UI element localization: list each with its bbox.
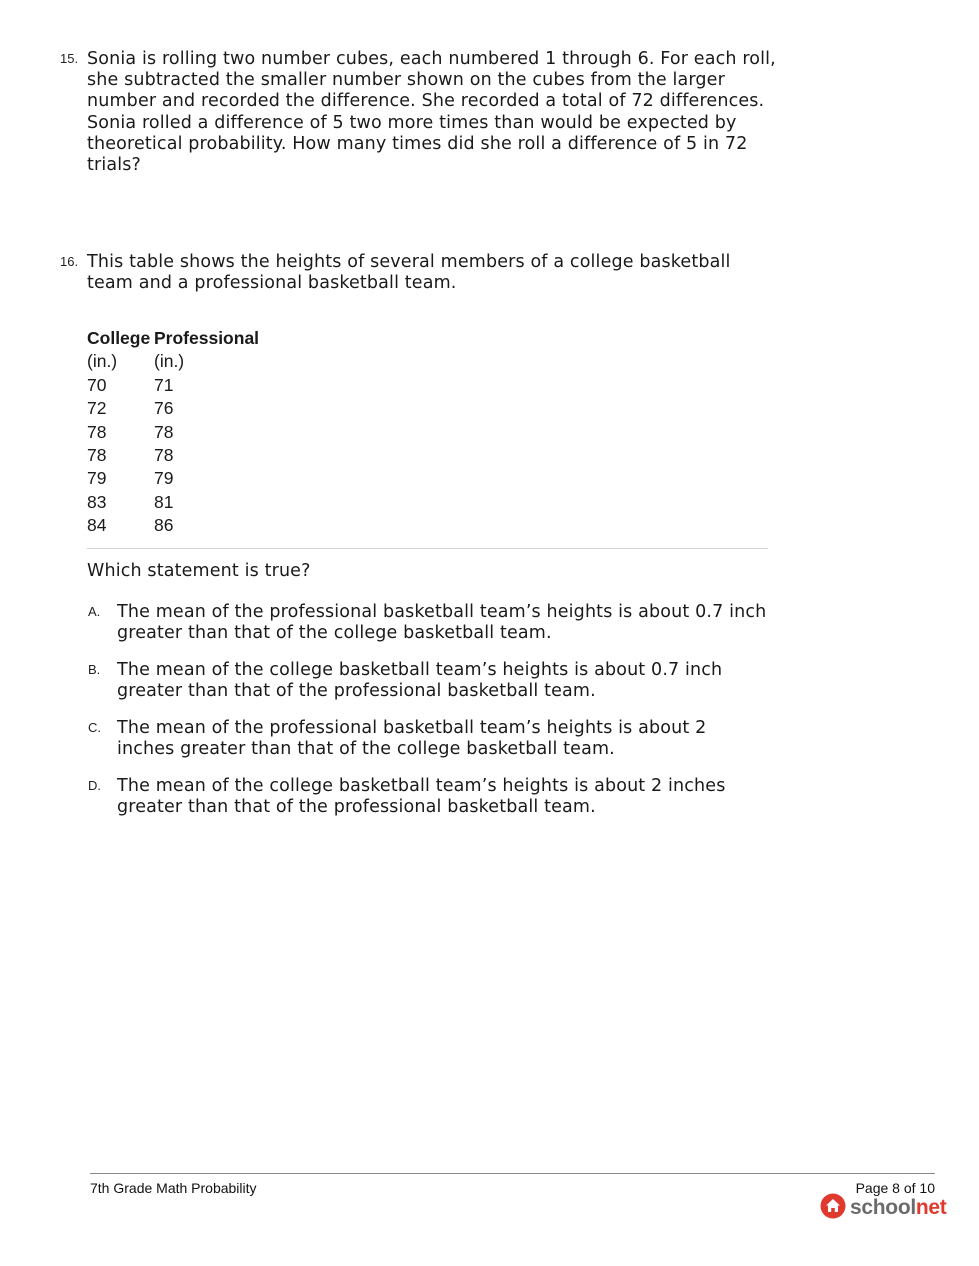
table-units-row (87, 351, 259, 374)
units-college: (in.) (87, 351, 118, 372)
table-cell: 76 (154, 398, 174, 419)
table-cell: 78 (154, 421, 174, 442)
logo-text (850, 1196, 947, 1220)
answer-option-b: The mean of the college basketball team’s heights is about 0.7 inch greater than that of the professional basketball team. (117, 660, 723, 702)
table-cell: 72 (87, 398, 107, 419)
question-text: This table shows the heights of several members of a college basketball team and a professional basketball team. (87, 252, 731, 294)
table-header-row (87, 328, 259, 351)
footer-title: 7th Grade Math Probability (90, 1180, 257, 1196)
table-cell: 81 (154, 491, 174, 512)
heights-table (87, 328, 259, 539)
house-icon (820, 1193, 846, 1223)
table-cell: 71 (154, 374, 174, 395)
table-row (87, 468, 259, 491)
question-number: 16. (60, 254, 79, 269)
logo-text-school: school (850, 1196, 916, 1219)
table-cell: 79 (154, 468, 174, 489)
table-cell: 70 (87, 374, 107, 395)
option-letter-d: D. (88, 778, 101, 793)
answer-option-a: The mean of the professional basketball team’s heights is about 0.7 inch greater than that of the college basketball team. (117, 602, 767, 644)
column-header-college: College (87, 328, 151, 348)
answer-option-d: The mean of the college basketball team’s heights is about 2 inches greater than that of the professional basketball team. (117, 776, 726, 818)
option-letter-a: A. (88, 604, 101, 619)
table-cell: 86 (154, 515, 174, 536)
question-text: Sonia is rolling two number cubes, each numbered 1 through 6. For each roll, she subtracted the smaller number shown on the cubes from the larger number and recorded the difference. She recorded a total of 72 differences. Sonia rolled a difference of 5 two more times than would be expected by theoretical probability. How many times did she roll a difference of 5 in 72 trials? (87, 49, 776, 176)
table-row (87, 515, 259, 538)
table-row (87, 422, 259, 445)
table-cell: 78 (87, 444, 107, 465)
logo-text-net: net (915, 1196, 947, 1219)
table-row (87, 398, 259, 421)
question-prompt: Which statement is true? (87, 561, 311, 581)
table-cell: 78 (87, 421, 107, 442)
page-number: Page 8 of 10 (855, 1180, 935, 1196)
option-letter-b: B. (88, 662, 101, 677)
table-cell: 79 (87, 468, 107, 489)
divider (87, 548, 768, 549)
question-number: 15. (60, 51, 79, 66)
column-header-professional: Professional (154, 328, 260, 348)
option-letter-c: C. (88, 720, 101, 735)
table-row (87, 375, 259, 398)
answer-option-c: The mean of the professional basketball team’s heights is about 2 inches greater than that of the college basketball team. (117, 718, 707, 760)
table-cell: 78 (154, 444, 174, 465)
table-cell: 83 (87, 491, 107, 512)
table-row (87, 492, 259, 515)
footer-divider (90, 1173, 935, 1174)
units-professional: (in.) (154, 351, 185, 372)
table-row (87, 445, 259, 468)
table-cell: 84 (87, 515, 107, 536)
schoolnet-logo (820, 1194, 947, 1222)
